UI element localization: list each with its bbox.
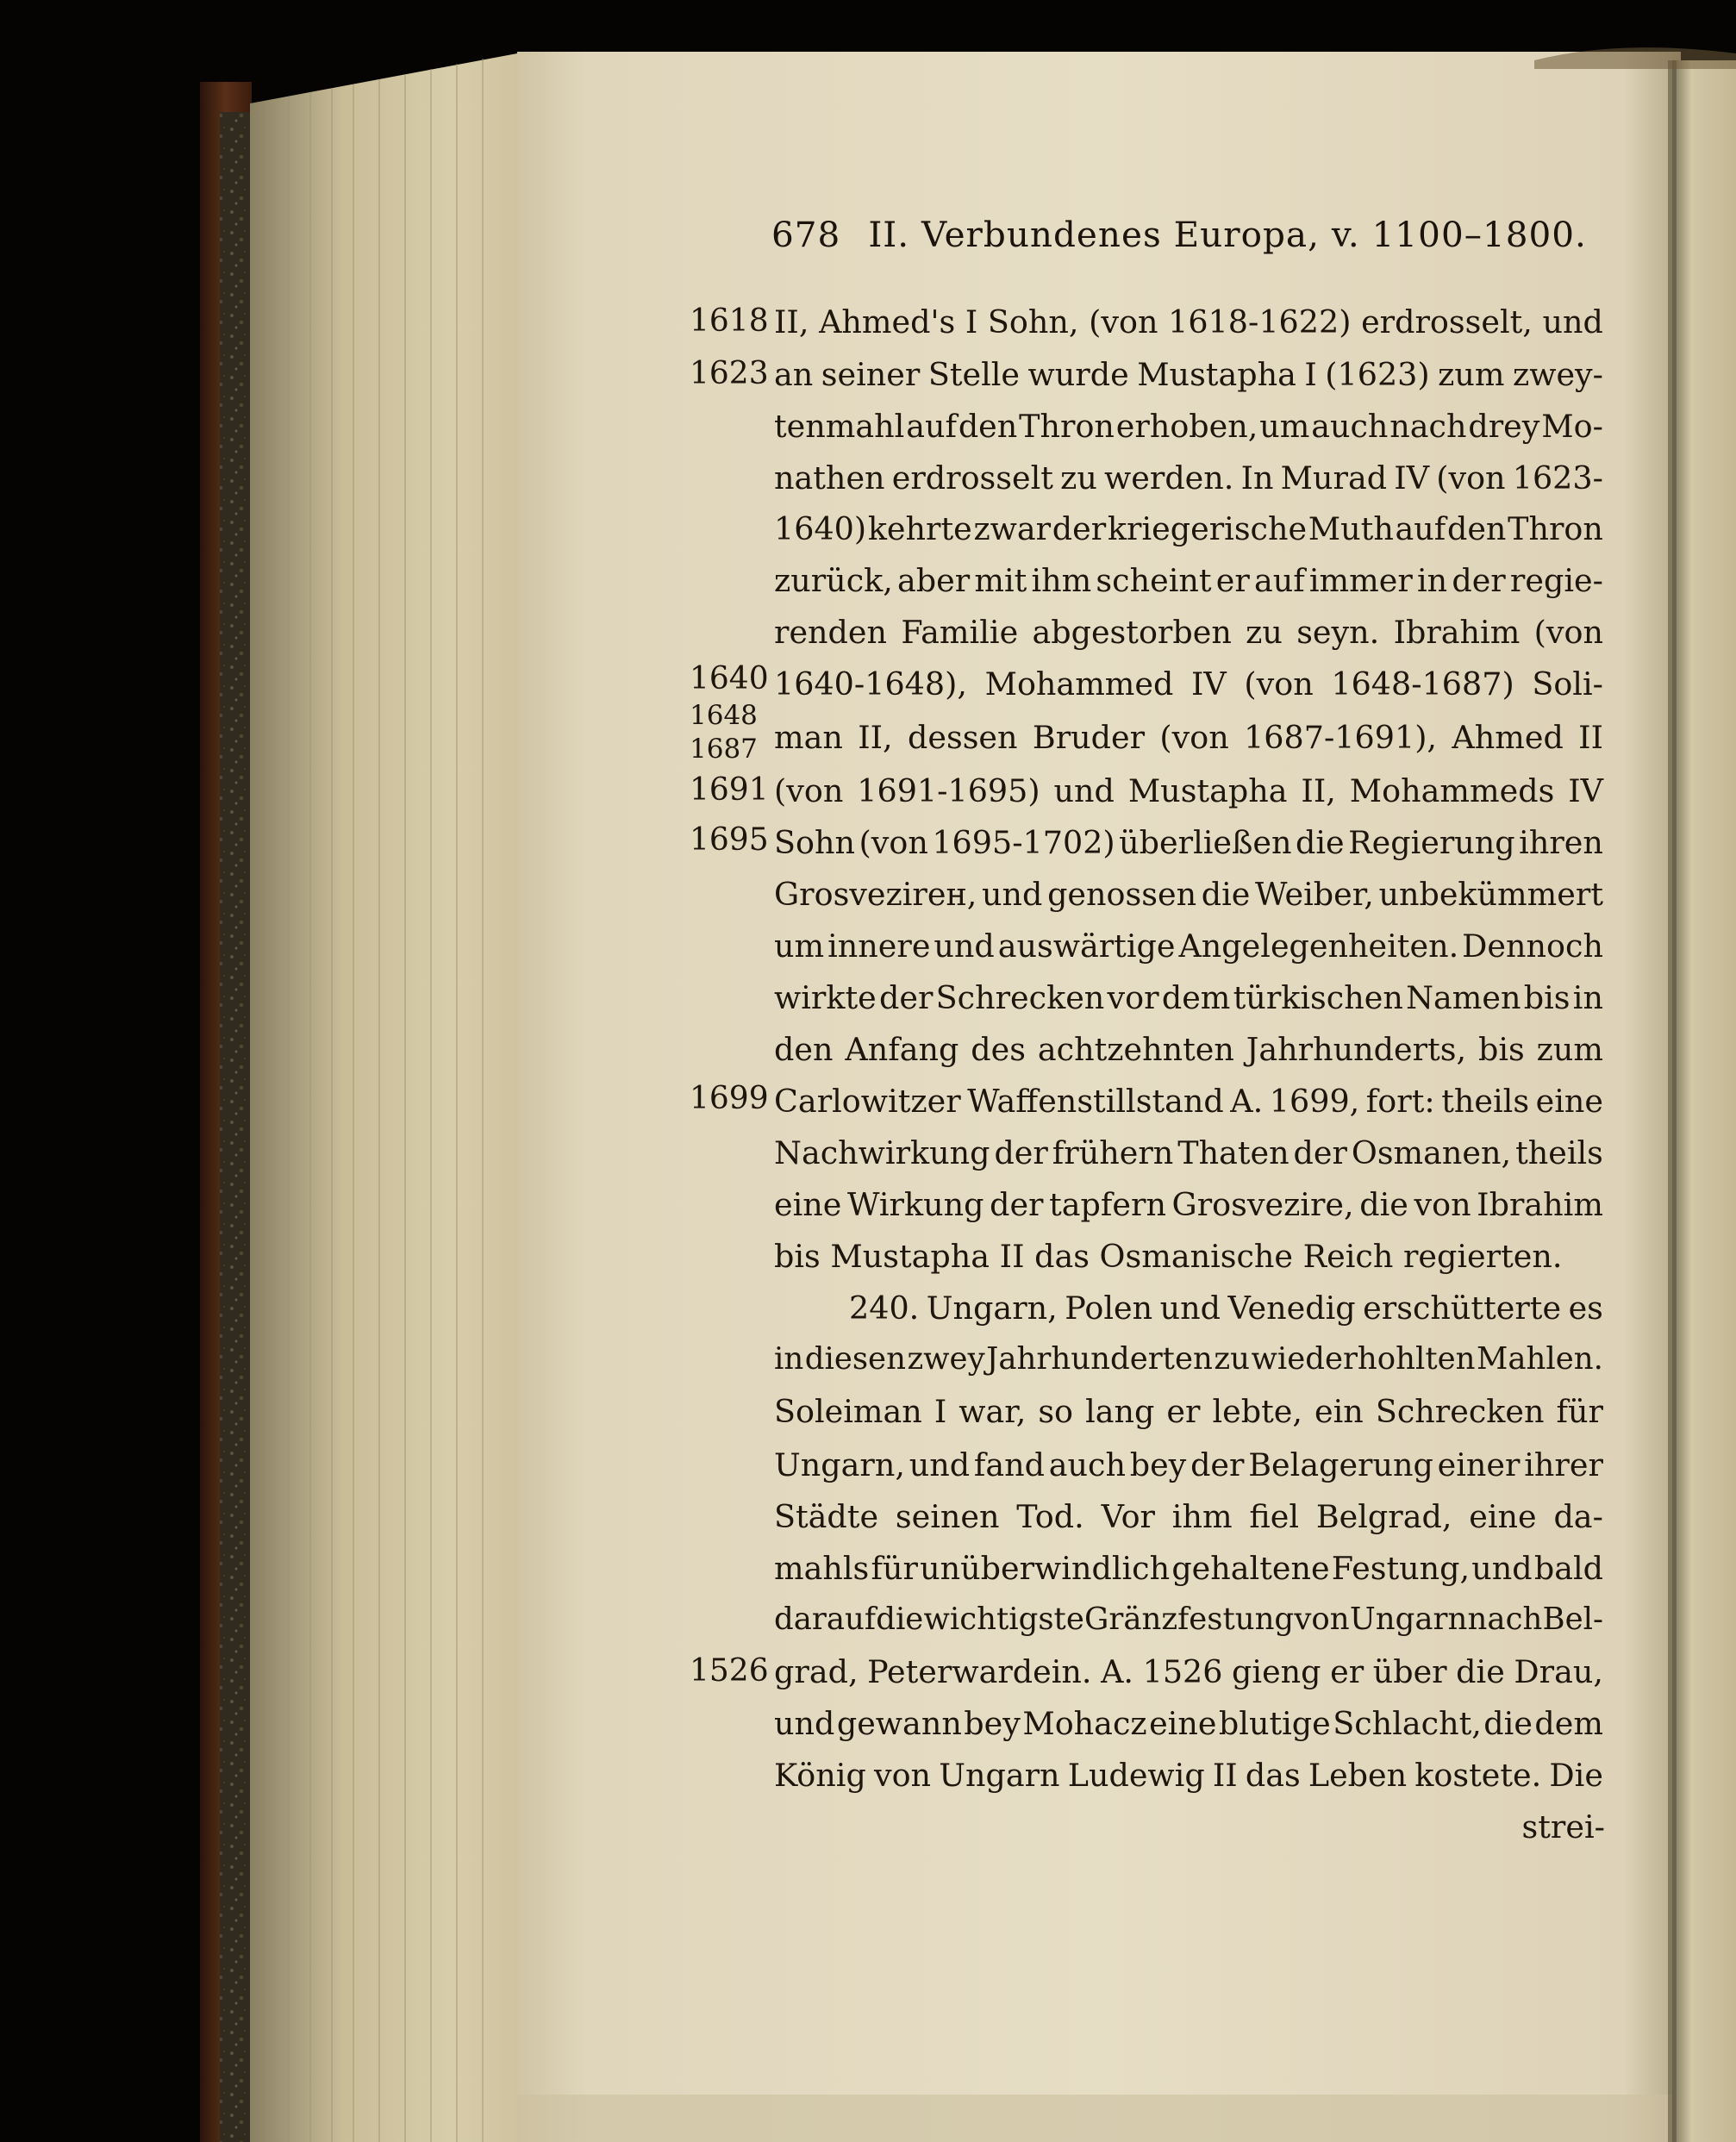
word: er	[1166, 1393, 1201, 1430]
text-line	[774, 1705, 1603, 1750]
word: mit	[974, 562, 1027, 599]
text-line	[774, 1134, 1603, 1179]
word: Anfang	[845, 1031, 959, 1068]
word: zwey	[907, 1341, 985, 1377]
word: Schrecken	[1375, 1393, 1545, 1430]
word: Venedig	[1227, 1290, 1356, 1327]
paragraph-start-line	[849, 1290, 1603, 1334]
word: für	[871, 1550, 918, 1587]
text-line	[774, 459, 1603, 504]
word: Bel-	[1542, 1602, 1603, 1637]
word: 1640-1648),	[774, 665, 967, 703]
margin-year: 1648	[690, 700, 758, 731]
word: den	[1446, 510, 1507, 547]
word: Leben	[1308, 1757, 1408, 1794]
word: dem	[1534, 1705, 1603, 1742]
word: den	[958, 408, 1018, 445]
word: und	[1159, 1290, 1221, 1327]
word: 1699,	[1269, 1083, 1360, 1120]
word: nach	[1389, 408, 1467, 445]
word: dessen	[908, 719, 1018, 756]
word: seiner	[821, 356, 921, 393]
word: von	[1414, 1186, 1471, 1223]
word: Regierung	[1348, 824, 1515, 861]
text-line	[774, 1083, 1603, 1127]
word: und	[934, 927, 995, 965]
word: zwey-	[1512, 356, 1603, 393]
word: Ungarn,	[926, 1290, 1058, 1327]
margin-year: 1623	[690, 356, 769, 391]
word: Mohammeds	[1349, 772, 1555, 809]
word: überließen	[1119, 824, 1292, 861]
word: bald	[1533, 1550, 1603, 1587]
word: und	[1471, 1550, 1533, 1587]
word: Mustapha	[1127, 772, 1288, 809]
text-line	[774, 772, 1603, 817]
text-line	[774, 510, 1603, 555]
word: Sohn	[774, 824, 855, 861]
text-line	[774, 1186, 1603, 1231]
word: Ludewig	[1067, 1757, 1205, 1794]
word: erhoben,	[1115, 408, 1258, 445]
word: Jahrhunderten	[986, 1341, 1213, 1377]
word: Sohn,	[987, 303, 1079, 340]
word: Namen	[1406, 979, 1521, 1016]
word: scheint	[1096, 562, 1212, 599]
word: I	[934, 1393, 947, 1430]
text-line	[774, 1031, 1603, 1076]
word: 240.	[849, 1290, 920, 1327]
word: II	[1212, 1757, 1238, 1794]
word: zu	[1060, 459, 1097, 496]
word: auf	[1395, 510, 1446, 547]
text-line	[774, 614, 1603, 659]
word: für	[1556, 1393, 1603, 1430]
word: der	[1293, 1134, 1347, 1171]
text-line	[774, 303, 1603, 348]
word: von	[873, 1757, 932, 1794]
word: wiederhohlten	[1251, 1341, 1476, 1377]
word: er	[1330, 1653, 1364, 1690]
text-line	[774, 356, 1603, 401]
word: IV	[1394, 459, 1430, 496]
text-line	[774, 562, 1603, 607]
word: fort:	[1365, 1083, 1435, 1120]
word: der	[990, 1186, 1044, 1223]
margin-year: 1687	[690, 734, 758, 765]
word: Ibrahim	[1393, 614, 1521, 651]
word: II	[1578, 719, 1603, 756]
running-title: II. Verbundenes Europa, v. 1100–1800.	[868, 214, 1587, 255]
word: gehaltene	[1171, 1550, 1330, 1587]
text-line	[774, 665, 1603, 710]
word: gewann	[836, 1705, 962, 1742]
word: Schlacht,	[1333, 1705, 1482, 1742]
word: Mustapha	[1137, 356, 1296, 393]
word: und	[1053, 772, 1115, 809]
word: bis	[1477, 1031, 1525, 1068]
word: von	[1294, 1602, 1350, 1637]
word: zu	[1214, 1341, 1250, 1377]
word: frühern	[1052, 1134, 1174, 1171]
word: erschütterte	[1363, 1290, 1562, 1327]
word: an	[774, 356, 814, 393]
text-line	[774, 824, 1603, 869]
word: eine	[1469, 1498, 1537, 1535]
word: innere	[827, 927, 931, 965]
word: Angelegenheiten.	[1178, 927, 1459, 965]
word: renden	[774, 614, 888, 651]
word: in	[1416, 562, 1448, 599]
word: 1618-1622)	[1168, 303, 1352, 340]
word: ihm	[1171, 1498, 1233, 1535]
margin-year: 1526	[690, 1653, 769, 1689]
word: die	[1456, 1653, 1505, 1690]
word: Schrecken	[935, 979, 1105, 1016]
margin-year: 1695	[690, 822, 769, 858]
word: Mohacz	[1022, 1705, 1147, 1742]
word: Osmanen,	[1351, 1134, 1512, 1171]
word: er	[1215, 562, 1250, 599]
word: (von	[1436, 459, 1506, 496]
word: theils	[1515, 1134, 1603, 1171]
word: die	[1483, 1705, 1533, 1742]
word: seyn.	[1296, 614, 1380, 651]
word: erdrosselt,	[1361, 303, 1533, 340]
word: ihren	[1519, 824, 1603, 861]
word: zwar	[973, 510, 1052, 547]
word: nach	[1467, 1602, 1543, 1637]
margin-year: 1691	[690, 772, 769, 808]
word: tapfern	[1049, 1186, 1166, 1223]
word: es	[1568, 1290, 1603, 1327]
word: den	[774, 1031, 834, 1068]
word: gieng	[1232, 1653, 1321, 1690]
word: war,	[959, 1393, 1027, 1430]
word: (von	[1244, 665, 1314, 703]
word: (von	[1159, 719, 1229, 756]
word: der	[878, 979, 934, 1016]
word: IV	[1191, 665, 1227, 703]
word: dem	[1161, 979, 1231, 1016]
word: A.	[1230, 1083, 1264, 1120]
word: Stelle	[927, 356, 1021, 393]
word: unbekümmert	[1378, 876, 1603, 913]
word: des	[971, 1031, 1026, 1068]
word: zum	[1536, 1031, 1603, 1068]
word: die	[876, 1602, 924, 1637]
word: einer	[1437, 1446, 1521, 1483]
word: lang	[1085, 1393, 1155, 1430]
word: wichtigste	[923, 1602, 1084, 1637]
word: II,	[774, 303, 809, 340]
word: der	[994, 1134, 1048, 1171]
word: Ibrahim	[1477, 1186, 1603, 1223]
word: mahls	[774, 1550, 870, 1587]
word: (von	[1089, 303, 1158, 340]
word: bis	[1523, 979, 1571, 1016]
word: Ungarn	[939, 1757, 1060, 1794]
word: erdrosselt	[891, 459, 1053, 496]
word: werden.	[1104, 459, 1234, 496]
word: Ungarn,	[774, 1446, 905, 1483]
word: Waffenstillstand	[967, 1083, 1224, 1120]
word: auch	[1048, 1446, 1126, 1483]
word: Städte	[774, 1498, 879, 1535]
page-number: 678	[771, 214, 841, 255]
word: Mahlen.	[1477, 1341, 1603, 1377]
word: Die	[1549, 1757, 1603, 1794]
margin-year: 1618	[690, 303, 769, 339]
word: abgestorben	[1032, 614, 1232, 651]
word: genossen	[1047, 876, 1197, 913]
word: 1687-1691),	[1244, 719, 1438, 756]
word: Bruder	[1032, 719, 1146, 756]
word: 1695-1702)	[932, 824, 1115, 861]
word: Soleiman	[774, 1393, 922, 1430]
text-line	[774, 1550, 1603, 1595]
word: türkischen	[1233, 979, 1403, 1016]
word: Soli-	[1532, 665, 1603, 703]
word: auch	[1311, 408, 1389, 445]
word: die	[1201, 876, 1251, 913]
word: 1623-	[1512, 459, 1603, 496]
word: ihrer	[1524, 1446, 1603, 1483]
word: bey	[1129, 1446, 1187, 1483]
word: kostete.	[1414, 1757, 1542, 1794]
word: IV	[1568, 772, 1603, 809]
word: Mo-	[1541, 408, 1603, 445]
word: fiel	[1249, 1498, 1300, 1535]
word: blutige	[1218, 1705, 1331, 1742]
word: und	[774, 1705, 835, 1742]
word: kehrte	[867, 510, 972, 547]
word: theils	[1441, 1083, 1530, 1120]
word: Vor	[1101, 1498, 1155, 1535]
word: 1640)	[774, 510, 867, 547]
word: diesen	[804, 1341, 906, 1377]
word: Thron	[1019, 408, 1115, 445]
word: auswärtige	[997, 927, 1176, 965]
word: Grosvezire,	[1171, 1186, 1354, 1223]
word: unüberwindlich	[920, 1550, 1171, 1587]
word: A.	[1101, 1653, 1134, 1690]
word: wirkte	[774, 979, 877, 1016]
text-line	[774, 979, 1603, 1024]
word: 1648-1687)	[1331, 665, 1514, 703]
catchword: strei-	[1521, 1808, 1605, 1845]
word: Jahrhunderts,	[1246, 1031, 1467, 1068]
word: Grosvezirен,	[774, 876, 977, 913]
word: Ahmed	[1452, 719, 1564, 756]
word: 1691-1695)	[857, 772, 1040, 809]
word: grad,	[774, 1653, 859, 1690]
word: kriegerische	[1107, 510, 1308, 547]
word: tenmahl	[774, 408, 905, 445]
word: II,	[858, 719, 893, 756]
word: Belgrad,	[1315, 1498, 1452, 1535]
word: regie-	[1509, 562, 1603, 599]
text-line	[774, 1341, 1603, 1386]
word: Carlowitzer	[774, 1083, 961, 1120]
word: Muth	[1308, 510, 1394, 547]
running-header	[771, 214, 1595, 276]
word: der	[1452, 562, 1506, 599]
word: Dennoch	[1462, 927, 1603, 965]
word: Familie	[901, 614, 1019, 651]
word: II,	[1301, 772, 1336, 809]
word: I	[965, 303, 978, 340]
word: (von	[774, 772, 844, 809]
word: ihm	[1031, 562, 1092, 599]
text-line: bis Mustapha II das Osmanische Reich regierten.	[774, 1238, 1563, 1275]
word: und	[982, 876, 1043, 913]
word: Ungarn	[1349, 1602, 1468, 1637]
word: drey	[1468, 408, 1540, 445]
word: zurück,	[774, 562, 893, 599]
text-line	[774, 1757, 1603, 1802]
word: vor	[1107, 979, 1159, 1016]
word: Thron	[1508, 510, 1603, 547]
word: Wirkung	[846, 1186, 984, 1223]
word: man	[774, 719, 843, 756]
word: Tod.	[1016, 1498, 1084, 1535]
word: bey	[964, 1705, 1021, 1742]
word: über	[1372, 1653, 1447, 1690]
word: Festung,	[1331, 1550, 1471, 1587]
word: um	[1259, 408, 1310, 445]
word: Weiber,	[1254, 876, 1374, 913]
margin-year: 1640	[690, 661, 769, 696]
word: Gränzfestung	[1084, 1602, 1295, 1637]
word: achtzehnten	[1037, 1031, 1234, 1068]
word: da-	[1553, 1498, 1603, 1535]
word: (1623)	[1325, 356, 1430, 393]
word: Drau,	[1514, 1653, 1603, 1690]
word: der	[1052, 510, 1107, 547]
word: zu	[1246, 614, 1283, 651]
word: in	[774, 1341, 804, 1377]
text-line	[774, 876, 1603, 921]
text-line	[774, 1653, 1603, 1698]
text-line	[774, 1602, 1603, 1646]
word: Peterwardein.	[867, 1653, 1092, 1690]
word: Ahmed's	[819, 303, 956, 340]
word: auf	[1253, 562, 1305, 599]
word: ein	[1314, 1393, 1364, 1430]
word: immer	[1308, 562, 1413, 599]
word: Mohammed	[984, 665, 1174, 703]
word: seinen	[895, 1498, 1000, 1535]
word: lebte,	[1212, 1393, 1302, 1430]
margin-year: 1699	[690, 1081, 769, 1116]
word: König	[774, 1757, 866, 1794]
text-line	[774, 927, 1603, 972]
word: Belagerung	[1248, 1446, 1433, 1483]
word: Polen	[1065, 1290, 1153, 1327]
word: In	[1240, 459, 1274, 496]
word: 1526	[1142, 1653, 1223, 1690]
word: I	[1304, 356, 1317, 393]
word: (von	[859, 824, 928, 861]
word: in	[1572, 979, 1603, 1016]
word: fand	[973, 1446, 1045, 1483]
word: das	[1245, 1757, 1301, 1794]
text-line	[774, 1446, 1603, 1491]
word: Murad	[1280, 459, 1388, 496]
word: nathen	[774, 459, 885, 496]
word: Nachwirkung	[774, 1134, 990, 1171]
word: die	[1296, 824, 1345, 861]
word: zum	[1438, 356, 1505, 393]
word: eine	[1149, 1705, 1217, 1742]
text-line	[774, 408, 1603, 453]
text-line	[774, 719, 1603, 764]
word: darauf	[774, 1602, 877, 1637]
word: auf	[906, 408, 957, 445]
text-line	[774, 1393, 1603, 1438]
word: die	[1359, 1186, 1408, 1223]
word: um	[774, 927, 825, 965]
word: aber	[897, 562, 971, 599]
word: eine	[774, 1186, 842, 1223]
word: und	[909, 1446, 971, 1483]
word: eine	[1535, 1083, 1603, 1120]
word: wurde	[1027, 356, 1129, 393]
word: der	[1190, 1446, 1245, 1483]
word: Thaten	[1177, 1134, 1290, 1171]
text-line	[774, 1498, 1603, 1543]
word: und	[1542, 303, 1603, 340]
word: (von	[1533, 614, 1603, 651]
word: so	[1038, 1393, 1074, 1430]
